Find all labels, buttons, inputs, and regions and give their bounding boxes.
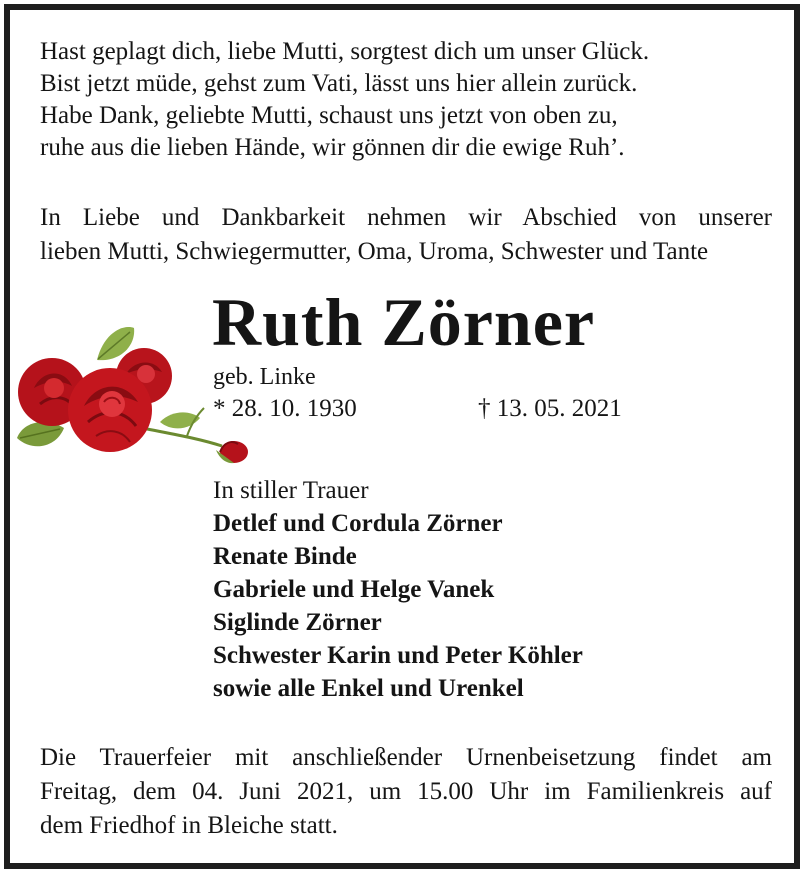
service-info-line: Freitag, dem 04. Juni 2021, um 15.00 Uhr im Familienkreis auf	[40, 778, 772, 805]
poem	[40, 36, 780, 164]
farewell-intro-line: In Liebe und Dankbarkeit nehmen wir Abschied von unserer	[40, 204, 772, 231]
service-info-line: dem Friedhof in Bleiche statt.	[40, 812, 338, 839]
poem-line: Habe Dank, geliebte Mutti, schaust uns jetzt von oben zu,	[40, 102, 618, 129]
mourner-name: sowie alle Enkel und Urenkel	[213, 675, 524, 702]
poem-line: Bist jetzt müde, gehst zum Vati, lässt uns hier allein zurück.	[40, 70, 638, 97]
obituary-notice	[4, 4, 800, 869]
life-dates	[213, 393, 622, 425]
service-info	[40, 741, 772, 843]
mourner-name: Gabriele und Helge Vanek	[213, 576, 495, 603]
mourner-name: Schwester Karin und Peter Köhler	[213, 642, 583, 669]
mourners-list	[213, 474, 583, 705]
rose-flower	[68, 368, 152, 452]
farewell-intro-line: lieben Mutti, Schwiegermutter, Oma, Uroma, Schwester und Tante	[40, 238, 709, 265]
deceased-name: Ruth Zörner	[212, 284, 596, 360]
farewell-intro	[40, 201, 772, 269]
birth-date: * 28. 10. 1930	[213, 395, 357, 422]
mourners-intro: In stiller Trauer	[213, 477, 369, 504]
mourner-name: Detlef und Cordula Zörner	[213, 510, 503, 537]
poem-line: Hast geplagt dich, liebe Mutti, sorgtest dich um unser Glück.	[40, 38, 650, 65]
mourner-name: Siglinde Zörner	[213, 609, 382, 636]
death-date: † 13. 05. 2021	[478, 395, 622, 422]
poem-line: ruhe aus die lieben Hände, wir gönnen dir die ewige Ruh’.	[40, 134, 625, 161]
maiden-name: geb. Linke	[213, 364, 316, 390]
mourner-name: Renate Binde	[213, 543, 357, 570]
service-info-line: Die Trauerfeier mit anschließender Urnenbeisetzung findet am	[40, 744, 772, 771]
rose-leaf	[17, 422, 64, 446]
